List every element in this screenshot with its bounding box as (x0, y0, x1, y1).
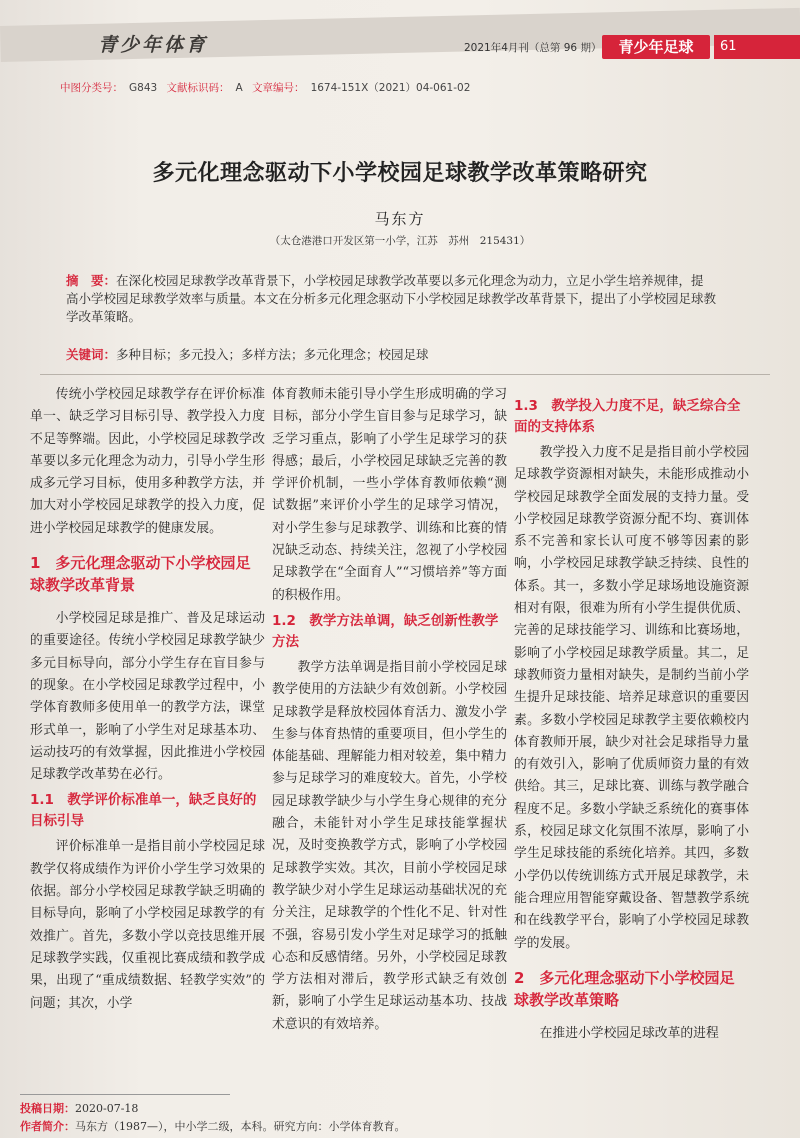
subsection-1-2-paragraph: 教学方法单调是指目前小学校园足球教学使用的方法缺少有效创新。小学校园足球教学是释放校园体育活力、激发小学生参与体育热情的重要项目，但小学生的体能基础、理解能力相对较差，集中精力参与足球学习的难度较大。首先，小学校园足球教学缺少与小学生身心规律的充分融合，未能针对小学生足球技能掌握状况，及时变换教学方式，影响了小学校园足球教学实效。其次，目前小学校园足球教学缺少对小学生足球运动基础状况的充分关注，足球教学的个性化不足、针对性不强，容易引发小学生对足球学习的抵触心态和反感情绪。另外，小学校园足球教学方法相对滞后，教学形式缺乏有效创新，影响了小学生足球运动基本功、技战术意识的有效培养。 (272, 659, 507, 1032)
running-header (0, 18, 800, 66)
issue-info: 2021年4月刊（总第 96 期） (464, 42, 602, 54)
journal-logo: 青少年体育 (98, 34, 209, 56)
author-affiliation: （太仓港港口开发区第一小学，江苏 苏州 215431） (269, 235, 531, 247)
doc-code-value: A (235, 82, 243, 94)
author-bio (20, 1118, 406, 1134)
section-2-paragraph: 在推进小学校园足球改革的进程 (539, 1025, 719, 1041)
bio-value: 马东方（1987—），中小学二级，本科。研究方向：小学体育教育。 (75, 1120, 406, 1133)
subsection-1-2-heading: 1.2 教学方法单调，缺乏创新性教学方法 (272, 612, 499, 650)
article-title: 多元化理念驱动下小学校园足球教学改革策略研究 (152, 161, 648, 186)
text-column-1 (30, 384, 265, 1019)
section-1-heading: 1 多元化理念驱动下小学校园足球教学改革背景 (30, 554, 251, 595)
section-1-paragraph: 小学校园足球是推广、普及足球运动的重要途径。传统小学校园足球教学缺少多元目标导向，部分小学生存在盲目参与的现象。在小学校园足球教学过程中，小学体育教师多使用单一的教学方法，课堂形式单一，影响了小学生对足球基本功、运动技巧的有效掌握，因此推进小学校园足球教学改革势在必行。 (30, 611, 265, 783)
subsection-1-3-paragraph: 教学投入力度不足是指目前小学校园足球教学资源相对缺失，未能形成推动小学校园足球教学全面发展的支持力量。受小学校园足球教学资源分配不均、赛训体系不完善和家长认可度不够等因素的影响，小学校园足球教学缺乏持续、良性的体系。其一，多数小学足球场地设施资源相对有限，很难为所有小学生提供优质、完善的足球技能学习、训练和比赛场地，影响了小学校园足球教学质量。其二，足球教师资力量相对缺失，是制约当前小学生提升足球技能、培养足球意识的重要因素。多数小学校园足球教学主要依赖校内体育教师开展，缺少对社会足球指导力量的有效引入，影响了优质师资力量的有效供给。其三，足球比赛、训练与教学融合程度不足。多数小学缺乏系统化的赛事体系，校园足球文化氛围不浓厚，影响了小学生足球技能的系统化培养。其四，多数小学仍以传统训练方式开展足球教学，未能合理应用智能穿戴设备、智慧教学系统和在线教学平台，影响了小学校园足球教学的发展。 (514, 445, 749, 951)
received-value: 2020-07-18 (75, 1102, 139, 1115)
column-badge: 青少年足球 (602, 35, 710, 59)
clc-value: G843 (129, 82, 158, 94)
subsection-1-1-continued: 体育教师未能引导小学生形成明确的学习目标，部分小学生盲目参与足球学习，缺乏学习重点，影响了小学生足球学习的获得感；最后，小学校园足球缺乏完善的教学评价机制，一些小学体育教师依赖“测试数据”来评价小学生的足球学习情况，对小学生参与足球教学、训练和比赛的情况缺乏动态、持续关注，忽视了小学校园足球教学在“全面育人”“习惯培养”等方面的积极作用。 (272, 387, 507, 603)
section-divider (40, 374, 770, 375)
page-number: 61 (714, 35, 800, 59)
abstract (66, 272, 716, 326)
abstract-label: 摘 要： (66, 273, 117, 288)
subsection-1-3-heading: 1.3 教学投入力度不足，缺乏综合全面的支持体系 (514, 398, 741, 435)
subsection-1-1-paragraph: 评价标准单一是指目前小学校园足球教学仅将成绩作为评价小学生学习效果的依据。部分小学校园足球教学缺乏明确的目标导向，影响了小学校园足球教学的有效推广。首先，多数小学以竞技思维开展足球教学实践，仅重视比赛成绩和教学成果，出现了“重成绩数据、轻教学实效”的问题；其次，小学 (30, 839, 265, 1011)
keywords-text: 多种目标；多元投入；多样方法；多元化理念；校园足球 (116, 347, 429, 362)
section-2-heading: 2 多元化理念驱动下小学校园足球教学改革策略 (514, 968, 735, 1009)
clc-label: 中图分类号： (60, 82, 123, 94)
received-date (20, 1100, 138, 1116)
article-no-label: 文章编号： (252, 82, 305, 94)
doc-code-label: 文献标识码： (166, 82, 230, 94)
article-metadata (60, 80, 476, 95)
text-column-3 (514, 384, 749, 1049)
subsection-1-1-heading: 1.1 教学评价标准单一，缺乏良好的目标引导 (30, 792, 257, 830)
article-no-value: 1674-151X（2021）04-061-02 (310, 82, 471, 94)
bio-label: 作者简介： (20, 1120, 75, 1133)
intro-paragraph: 传统小学校园足球教学存在评价标准单一、缺乏学习目标引导、教学投入力度不足等弊端。因此，小学校园足球教学改革要以多元化理念为动力，引导小学生形成多元学习目标，使用多种教学方法，并加大对小学校园足球教学的投入力度，促进小学校园足球教学的健康发展。 (30, 387, 265, 536)
author-name: 马东方 (374, 210, 426, 228)
received-label: 投稿日期： (20, 1102, 75, 1115)
text-column-2 (272, 384, 507, 1040)
keywords (66, 345, 716, 363)
footnote-rule (20, 1094, 230, 1095)
keywords-label: 关键词： (66, 347, 117, 362)
abstract-text: 在深化校园足球教学改革背景下，小学校园足球教学改革要以多元化理念为动力，立足小学生培养规律，提高小学校园足球教学效率与质量。本文在分析多元化理念驱动下小学校园足球教学改革背景下，提出了小学校园足球教学改革策略。 (66, 273, 717, 324)
